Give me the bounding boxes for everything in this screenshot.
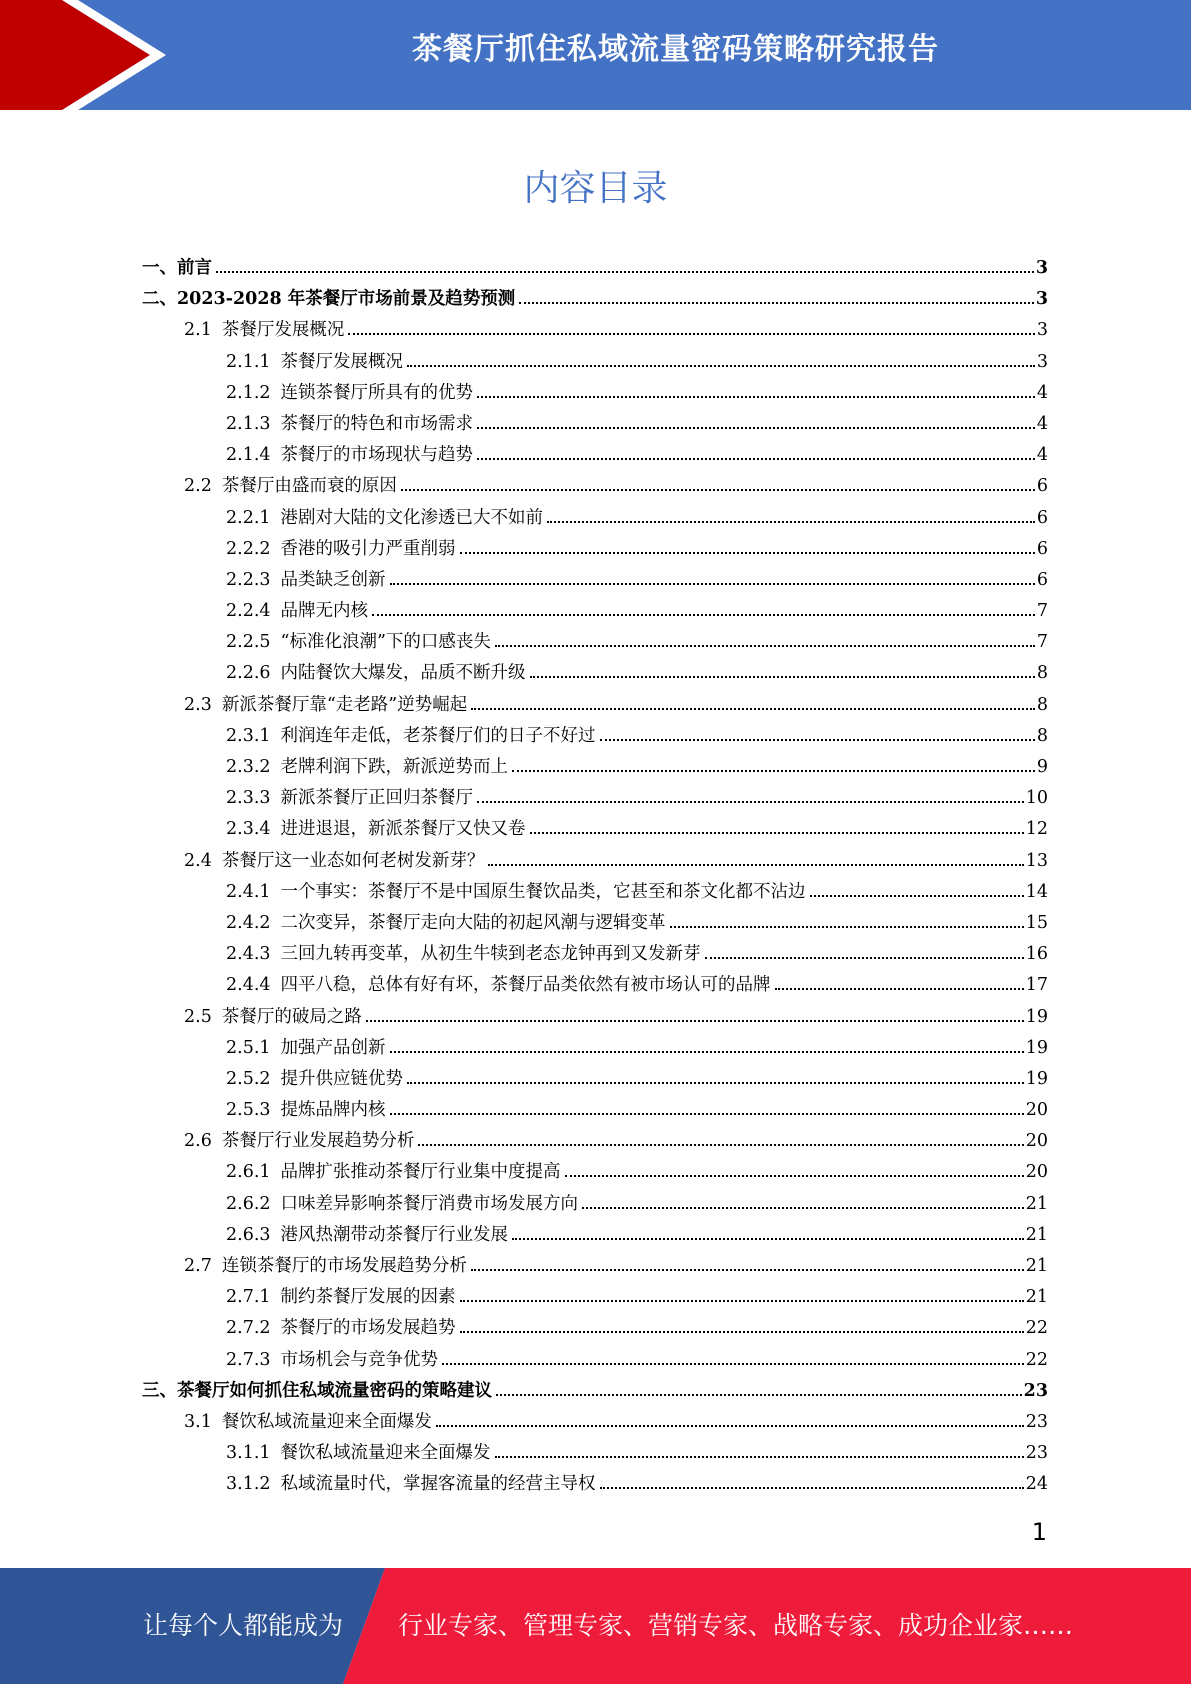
toc-entry-title: 品牌无内核 — [280, 601, 369, 622]
toc-entry-number: 2.1.4 — [226, 445, 271, 466]
toc-entry-title: “标准化浪潮”下的口感丧失 — [280, 632, 491, 653]
toc-dot-leader — [496, 1394, 1022, 1396]
toc-entry-title: 茶餐厅的市场发展趋势 — [280, 1318, 456, 1339]
toc-entry-title: 连锁茶餐厅的市场发展趋势分析 — [221, 1256, 467, 1276]
toc-entry[interactable] — [142, 316, 1048, 347]
toc-dot-leader — [348, 333, 1035, 335]
toc-entry-page: 22 — [1025, 1318, 1048, 1339]
toc-entry-page: 9 — [1036, 757, 1048, 777]
toc-entry[interactable] — [142, 1065, 1048, 1096]
toc-entry[interactable] — [142, 1096, 1048, 1127]
toc-dot-leader — [810, 895, 1024, 897]
toc-entry-title: 茶餐厅如何抓住私域流量密码的策略建议 — [177, 1380, 492, 1401]
toc-entry-title: 品类缺乏创新 — [280, 569, 386, 590]
toc-entry[interactable] — [142, 659, 1048, 690]
toc-entry-page: 16 — [1025, 944, 1048, 965]
toc-dot-leader — [477, 427, 1035, 429]
toc-entry-number: 3.1 — [184, 1411, 212, 1432]
toc-entry-number: 2.1 — [184, 320, 212, 341]
toc-entry-page: 17 — [1025, 975, 1048, 996]
toc-entry-number: 2.4.1 — [226, 881, 271, 902]
toc-entry-title: 新派茶餐厅靠“走老路”逆势崛起 — [221, 694, 468, 715]
toc-entry-title: 品牌扩张推动茶餐厅行业集中度提高 — [280, 1162, 561, 1183]
toc-entry-page: 19 — [1025, 1037, 1048, 1058]
toc-entry[interactable] — [142, 784, 1048, 815]
toc-entry[interactable] — [142, 1158, 1048, 1189]
toc-entry-number: 2.3.2 — [226, 757, 271, 777]
toc-entry-number: 3.1.2 — [226, 1474, 271, 1495]
toc-dot-leader — [477, 801, 1024, 803]
toc-entry-number: 2.6.2 — [226, 1193, 271, 1214]
toc-entry-page: 20 — [1025, 1100, 1048, 1121]
toc-entry-page: 21 — [1025, 1224, 1048, 1245]
toc-entry-page: 6 — [1036, 538, 1048, 559]
toc-entry-title: 提升供应链优势 — [280, 1068, 404, 1089]
toc-entry-title: 进进退退，新派茶餐厅又快又卷 — [280, 819, 526, 840]
toc-entry-number: 2.3.1 — [226, 725, 271, 746]
toc-dot-leader — [442, 1363, 1024, 1365]
toc-dot-leader — [460, 552, 1035, 554]
toc-entry-number: 3.1.1 — [226, 1443, 271, 1464]
toc-entry-title: 私域流量时代，掌握客流量的经营主导权 — [280, 1474, 596, 1495]
toc-entry-page: 3 — [1036, 351, 1048, 372]
toc-entry[interactable] — [142, 971, 1048, 1002]
toc-entry[interactable] — [142, 410, 1048, 441]
toc-entry-title: 连锁茶餐厅所具有的优势 — [280, 382, 474, 403]
toc-entry-number: 2.3 — [184, 694, 212, 715]
toc-entry-title: 一个事实：茶餐厅不是中国原生餐饮品类，它甚至和茶文化都不沾边 — [280, 881, 806, 902]
toc-entry-page: 19 — [1025, 1068, 1048, 1089]
toc-dot-leader — [530, 676, 1035, 678]
toc-entry-number: 2.7.1 — [226, 1287, 271, 1308]
toc-entry-title: 港风热潮带动茶餐厅行业发展 — [280, 1224, 509, 1245]
toc-dot-leader — [407, 365, 1035, 367]
toc-entry-page: 3 — [1036, 320, 1048, 341]
toc-entry[interactable] — [142, 566, 1048, 597]
toc-entry[interactable] — [142, 1221, 1048, 1252]
toc-entry-number: 2.2.4 — [226, 601, 271, 622]
toc-entry-title: 老牌利润下跌，新派逆势而上 — [280, 757, 509, 777]
toc-entry-page: 3 — [1035, 258, 1048, 278]
toc-entry-number: 2.2.2 — [226, 538, 271, 559]
toc-dot-leader — [477, 458, 1035, 460]
toc-entry[interactable] — [142, 691, 1048, 722]
toc-entry-title: 制约茶餐厅发展的因素 — [280, 1287, 456, 1308]
toc-entry-number: 二、 — [142, 289, 177, 310]
toc-entry-title: 茶餐厅行业发展趋势分析 — [221, 1131, 415, 1152]
toc-entry[interactable] — [142, 597, 1048, 628]
toc-entry-page: 7 — [1036, 601, 1048, 622]
toc-entry-number: 2.2.6 — [226, 663, 271, 684]
toc-entry-page: 8 — [1036, 725, 1048, 746]
toc-entry-number: 2.2 — [184, 476, 212, 497]
toc-dot-leader — [530, 832, 1024, 834]
toc-entry[interactable] — [142, 535, 1048, 566]
toc-entry-page: 14 — [1025, 881, 1048, 902]
toc-entry-page: 23 — [1023, 1380, 1048, 1401]
toc-dot-leader — [488, 864, 1023, 866]
toc-entry-page: 13 — [1025, 850, 1048, 871]
toc-entry-page: 8 — [1036, 694, 1048, 715]
toc-dot-leader — [460, 1331, 1024, 1333]
toc-entry[interactable] — [142, 1252, 1048, 1283]
toc-entry-page: 23 — [1025, 1411, 1048, 1432]
toc-entry-number: 2.3.3 — [226, 788, 271, 809]
toc-dot-leader — [372, 614, 1035, 616]
page-footer — [0, 1568, 1191, 1684]
toc-entry-number: 2.4.4 — [226, 975, 271, 996]
toc-entry-page: 22 — [1025, 1349, 1048, 1370]
toc-entry[interactable] — [142, 878, 1048, 909]
toc-entry-page: 24 — [1025, 1474, 1048, 1495]
toc-entry-page: 3 — [1035, 289, 1048, 310]
toc-entry[interactable] — [142, 1377, 1048, 1408]
toc-entry[interactable] — [142, 1470, 1048, 1501]
toc-dot-leader — [512, 770, 1035, 772]
toc-dot-leader — [565, 1175, 1024, 1177]
toc-entry-number: 2.2.3 — [226, 569, 271, 590]
toc-dot-leader — [471, 1269, 1024, 1271]
toc-entry[interactable] — [142, 254, 1048, 285]
toc-entry-title: 新派茶餐厅正回归茶餐厅 — [280, 788, 474, 809]
toc-entry-page: 21 — [1025, 1193, 1048, 1214]
toc-entry[interactable] — [142, 285, 1048, 316]
toc-entry-title: 茶餐厅由盛而衰的原因 — [221, 476, 397, 497]
toc-entry-number: 2.1.2 — [226, 382, 271, 403]
toc-entry-page: 6 — [1036, 507, 1048, 528]
toc-entry-page: 20 — [1025, 1162, 1048, 1183]
toc-entry-title: 市场机会与竞争优势 — [280, 1349, 439, 1370]
toc-entry-title: 茶餐厅的特色和市场需求 — [280, 413, 474, 434]
toc-dot-leader — [390, 1051, 1024, 1053]
toc-dot-leader — [495, 645, 1035, 647]
toc-entry-title: 提炼品牌内核 — [280, 1100, 386, 1121]
toc-entry-number: 2.5.2 — [226, 1068, 271, 1089]
toc-entry-title: 茶餐厅的市场现状与趋势 — [280, 445, 474, 466]
toc-entry-number: 2.1.1 — [226, 351, 271, 372]
toc-entry-number: 2.5.1 — [226, 1037, 271, 1058]
toc-entry-number: 2.2.1 — [226, 507, 271, 528]
toc-entry-page: 20 — [1025, 1131, 1048, 1152]
toc-entry-title: 2023-2028 年茶餐厅市场前景及趋势预测 — [177, 289, 516, 310]
toc-entry[interactable] — [142, 1314, 1048, 1345]
toc-entry-number: 2.7 — [184, 1256, 212, 1276]
page-header — [0, 0, 1191, 110]
toc-entry-number: 2.4 — [184, 850, 212, 871]
toc-entry-title: 三回九转再变革，从初生牛犊到老态龙钟再到又发新芽 — [280, 944, 701, 965]
toc-dot-leader — [547, 521, 1035, 523]
toc-entry-title: 茶餐厅这一业态如何老树发新芽？ — [221, 850, 485, 871]
toc-dot-leader — [460, 1300, 1024, 1302]
toc-entry-number: 2.5 — [184, 1006, 212, 1027]
toc-entry-page: 6 — [1036, 569, 1048, 590]
toc-entry-page: 6 — [1036, 476, 1048, 497]
toc-dot-leader — [512, 1238, 1024, 1240]
toc-entry-number: 2.2.5 — [226, 632, 271, 653]
toc-entry[interactable] — [142, 504, 1048, 535]
toc-entry-title: 香港的吸引力严重削弱 — [280, 538, 456, 559]
toc-entry[interactable] — [142, 1439, 1048, 1470]
toc-dot-leader — [471, 708, 1035, 710]
toc-entry-number: 三、 — [142, 1380, 177, 1401]
toc-dot-leader — [495, 1456, 1024, 1458]
toc-entry-page: 4 — [1036, 445, 1048, 466]
toc-entry-title: 加强产品创新 — [280, 1037, 386, 1058]
toc-entry-number: 2.6.1 — [226, 1162, 271, 1183]
toc-entry-title: 内陆餐饮大爆发，品质不断升级 — [280, 663, 526, 684]
table-of-contents — [142, 254, 1048, 1502]
toc-entry-page: 23 — [1025, 1443, 1048, 1464]
toc-dot-leader — [390, 583, 1035, 585]
toc-entry-number: 一、 — [142, 258, 177, 278]
toc-entry-number: 2.5.3 — [226, 1100, 271, 1121]
toc-dot-leader — [600, 739, 1035, 741]
toc-dot-leader — [390, 1113, 1024, 1115]
toc-entry[interactable] — [142, 1346, 1048, 1377]
toc-entry[interactable] — [142, 1408, 1048, 1439]
toc-entry-number: 2.1.3 — [226, 413, 271, 434]
toc-entry[interactable] — [142, 1127, 1048, 1158]
page-number: 1 — [1031, 1518, 1047, 1546]
toc-dot-leader — [216, 271, 1034, 273]
toc-entry[interactable] — [142, 1003, 1048, 1034]
toc-entry-page: 21 — [1025, 1256, 1048, 1276]
toc-dot-leader — [775, 988, 1024, 990]
toc-entry-number: 2.4.2 — [226, 912, 271, 933]
footer-slogan-left: 让每个人都能成为 — [143, 1611, 344, 1640]
toc-entry-number: 2.3.4 — [226, 819, 271, 840]
toc-entry-title: 茶餐厅的破局之路 — [221, 1006, 362, 1027]
toc-entry[interactable] — [142, 628, 1048, 659]
toc-entry-number: 2.4.3 — [226, 944, 271, 965]
toc-entry[interactable] — [142, 815, 1048, 846]
toc-title: 内容目录 — [523, 168, 668, 209]
toc-entry-page: 21 — [1025, 1287, 1048, 1308]
toc-entry-title: 餐饮私域流量迎来全面爆发 — [280, 1443, 491, 1464]
toc-entry[interactable] — [142, 1034, 1048, 1065]
footer-slogan-right: 行业专家、管理专家、营销专家、战略专家、成功企业家…… — [398, 1611, 1074, 1640]
toc-entry-page: 8 — [1036, 663, 1048, 684]
toc-entry-title: 餐饮私域流量迎来全面爆发 — [221, 1411, 432, 1432]
toc-dot-leader — [436, 1425, 1024, 1427]
toc-entry-title: 茶餐厅发展概况 — [280, 351, 404, 372]
toc-dot-leader — [519, 302, 1034, 304]
toc-dot-leader — [418, 1144, 1023, 1146]
toc-entry-title: 利润连年走低，老茶餐厅们的日子不好过 — [280, 725, 596, 746]
toc-entry-number: 2.7.3 — [226, 1349, 271, 1370]
toc-entry-page: 7 — [1036, 632, 1048, 653]
toc-dot-leader — [477, 396, 1035, 398]
toc-entry-page: 12 — [1025, 819, 1048, 840]
toc-dot-leader — [670, 926, 1024, 928]
toc-entry[interactable] — [142, 441, 1048, 472]
toc-dot-leader — [366, 1020, 1024, 1022]
toc-entry-title: 前言 — [177, 258, 212, 278]
toc-entry[interactable] — [142, 753, 1048, 784]
toc-dot-leader — [401, 489, 1035, 491]
toc-entry[interactable] — [142, 722, 1048, 753]
toc-entry-title: 二次变异，茶餐厅走向大陆的初起风潮与逻辑变革 — [280, 912, 666, 933]
toc-entry[interactable] — [142, 472, 1048, 503]
report-title: 茶餐厅抓住私域流量密码策略研究报告 — [412, 32, 939, 67]
toc-entry-page: 4 — [1036, 382, 1048, 403]
toc-entry-page: 10 — [1025, 788, 1048, 809]
toc-entry-page: 15 — [1025, 912, 1048, 933]
toc-entry[interactable] — [142, 379, 1048, 410]
toc-entry-title: 港剧对大陆的文化渗透已大不如前 — [280, 507, 544, 528]
toc-entry-number: 2.6.3 — [226, 1224, 271, 1245]
toc-entry[interactable] — [142, 940, 1048, 971]
toc-entry-page: 19 — [1025, 1006, 1048, 1027]
toc-entry-title: 四平八稳，总体有好有坏，茶餐厅品类依然有被市场认可的品牌 — [280, 975, 771, 996]
toc-dot-leader — [600, 1487, 1024, 1489]
toc-entry-page: 4 — [1036, 413, 1048, 434]
toc-entry-title: 口味差异影响茶餐厅消费市场发展方向 — [280, 1193, 579, 1214]
toc-dot-leader — [407, 1082, 1024, 1084]
toc-dot-leader — [705, 957, 1024, 959]
toc-entry[interactable] — [142, 909, 1048, 940]
toc-entry-title: 茶餐厅发展概况 — [221, 320, 345, 341]
toc-entry[interactable] — [142, 1283, 1048, 1314]
toc-dot-leader — [582, 1207, 1024, 1209]
toc-entry[interactable] — [142, 348, 1048, 379]
toc-entry-number: 2.7.2 — [226, 1318, 271, 1339]
toc-entry[interactable] — [142, 1190, 1048, 1221]
toc-entry-number: 2.6 — [184, 1131, 212, 1152]
toc-entry[interactable] — [142, 847, 1048, 878]
